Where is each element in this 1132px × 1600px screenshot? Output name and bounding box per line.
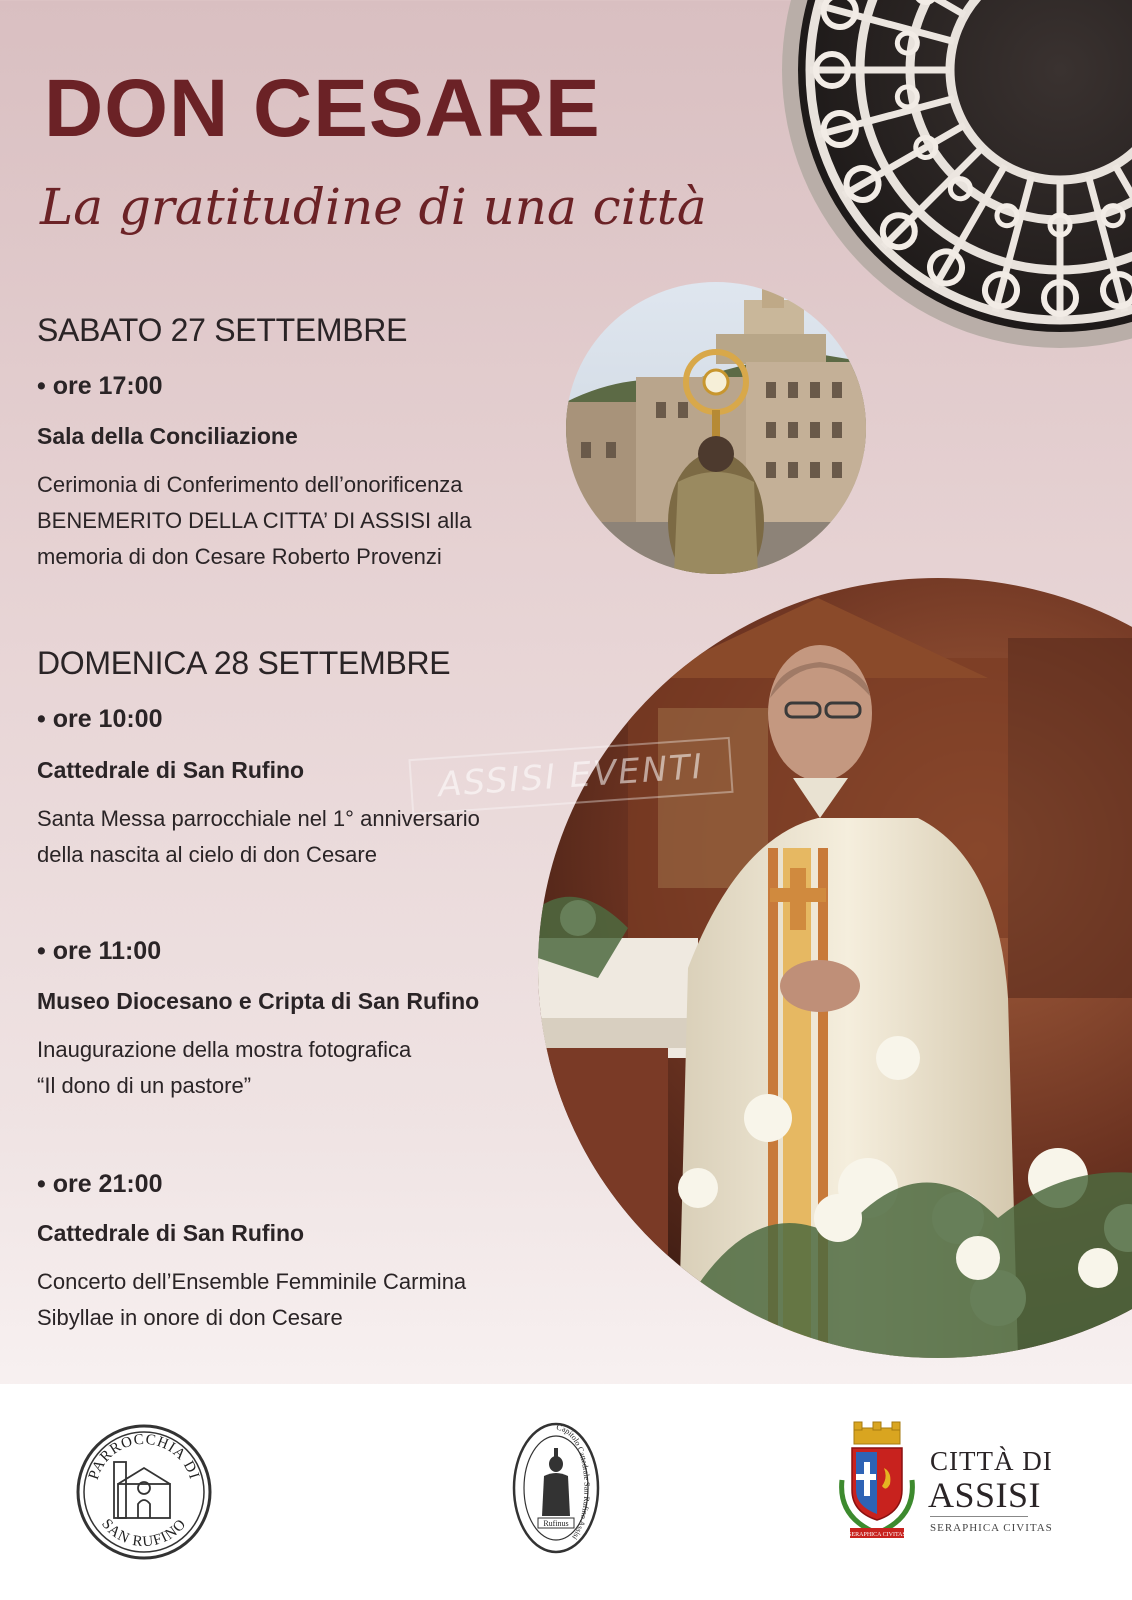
event-description <box>37 467 471 575</box>
comune-assisi-crest-logo <box>832 1420 922 1550</box>
event-time: • ore 10:00 <box>37 705 163 733</box>
comune-name-line2: ASSISI <box>928 1475 1042 1515</box>
assisi-square-photo <box>566 282 866 574</box>
event-description-line: memoria di don Cesare Roberto Provenzi <box>37 544 442 569</box>
event-time: • ore 11:00 <box>37 937 162 965</box>
event-time: • ore 17:00 <box>37 372 163 400</box>
page-title: DON CESARE <box>44 63 601 154</box>
event-description-line: Concerto dell’Ensemble Femminile Carmina <box>37 1269 467 1294</box>
event-time: • ore 21:00 <box>37 1170 163 1198</box>
day-heading-saturday: SABATO 27 SETTEMBRE <box>37 312 408 348</box>
parrocchia-san-rufino-logo <box>74 1422 214 1562</box>
event-description <box>37 1032 411 1104</box>
capitolo-ring-text: Capitolo Cattedrale San Rufino Assisi <box>555 1422 592 1542</box>
comune-divider <box>930 1516 1028 1517</box>
comune-banner-text: SERAPHICA CIVITAS <box>848 1532 906 1538</box>
parrocchia-bottom-text: SAN RUFINO <box>98 1516 190 1551</box>
event-venue: Sala della Conciliazione <box>37 423 298 449</box>
event-venue: Museo Diocesano e Cripta di San Rufino <box>37 988 480 1014</box>
comune-motto: SERAPHICA CIVITAS <box>930 1522 1053 1534</box>
day-heading-sunday: DOMENICA 28 SETTEMBRE <box>37 645 451 681</box>
page-subtitle: La gratitudine di una città <box>40 178 707 236</box>
event-description-line: BENEMERITO DELLA CITTA’ DI ASSISI alla <box>37 508 472 533</box>
event-description-line: della nascita al cielo di don Cesare <box>37 842 377 867</box>
don-cesare-portrait-photo <box>538 578 1132 1358</box>
event-description-line: “Il dono di un pastore” <box>37 1073 252 1098</box>
watermark: ASSISI EVENTI <box>408 737 733 815</box>
parrocchia-top-text: PARROCCHIA DI <box>85 1431 203 1482</box>
event-description-line: Sibyllae in onore di don Cesare <box>37 1305 343 1330</box>
event-description <box>37 1264 466 1336</box>
capitolo-label: Rufinus <box>543 1519 569 1528</box>
comune-name-line1: CITTÀ DI <box>930 1446 1053 1476</box>
event-venue: Cattedrale di San Rufino <box>37 757 305 783</box>
event-description-line: Santa Messa parrocchiale nel 1° anniversario <box>37 806 480 831</box>
rose-window-image <box>780 0 1132 350</box>
event-description-line: Cerimonia di Conferimento dell’onorificenza <box>37 472 463 497</box>
event-venue: Cattedrale di San Rufino <box>37 1220 305 1246</box>
event-description-line: Inaugurazione della mostra fotografica <box>37 1037 412 1062</box>
capitolo-cattedrale-seal-logo <box>510 1420 602 1556</box>
